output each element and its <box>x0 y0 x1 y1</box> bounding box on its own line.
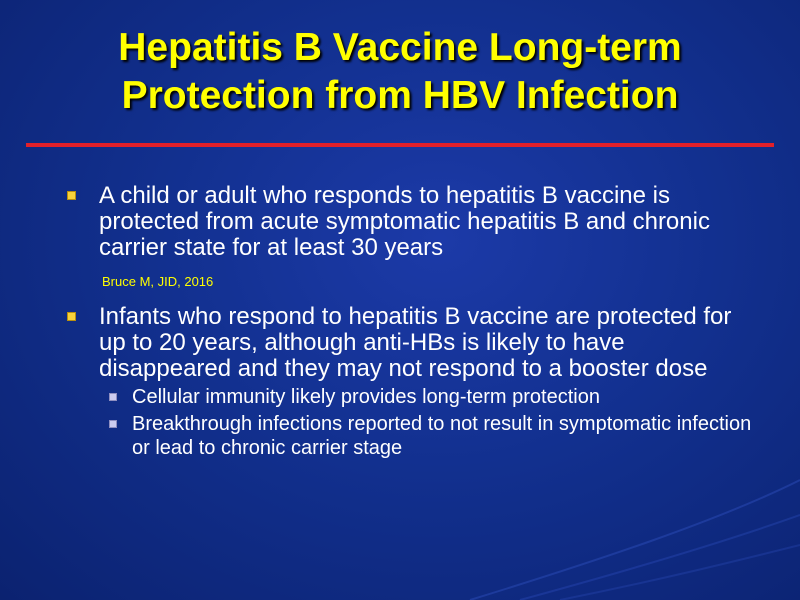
subbullet-item-1 <box>99 385 752 409</box>
slide-title-line-2: Protection from HBV Infection <box>121 74 679 117</box>
square-bullet-icon <box>67 191 76 200</box>
bullet-text-1: A child or adult who responds to hepatitis B vaccine is protected from acute symptomatic hepatitis B and chronic carrier state for at least 30 years <box>99 182 710 261</box>
subbullet-item-2 <box>99 412 752 460</box>
bullet-item-1 <box>62 183 752 261</box>
bullet-list <box>62 183 752 460</box>
subbullet-text-1: Cellular immunity likely provides long-term protection <box>132 386 600 408</box>
bullet-text-2: Infants who respond to hepatitis B vaccine are protected for up to 20 years, although anti-HBs is likely to have disappeared and they may not respond to a booster dose <box>99 303 732 382</box>
subbullet-list <box>99 385 752 460</box>
subbullet-text-2: Breakthrough infections reported to not result in symptomatic infection or lead to chronic carrier stage <box>132 413 752 459</box>
square-subbullet-icon <box>109 393 117 401</box>
bullet-item-2 <box>62 304 752 382</box>
square-bullet-icon <box>67 312 76 321</box>
title-divider <box>26 143 774 147</box>
square-subbullet-icon <box>109 420 117 428</box>
citation: Bruce M, JID, 2016 <box>102 274 214 289</box>
slide-title-line-1: Hepatitis B Vaccine Long-term <box>118 26 682 69</box>
slide-title <box>40 24 760 120</box>
